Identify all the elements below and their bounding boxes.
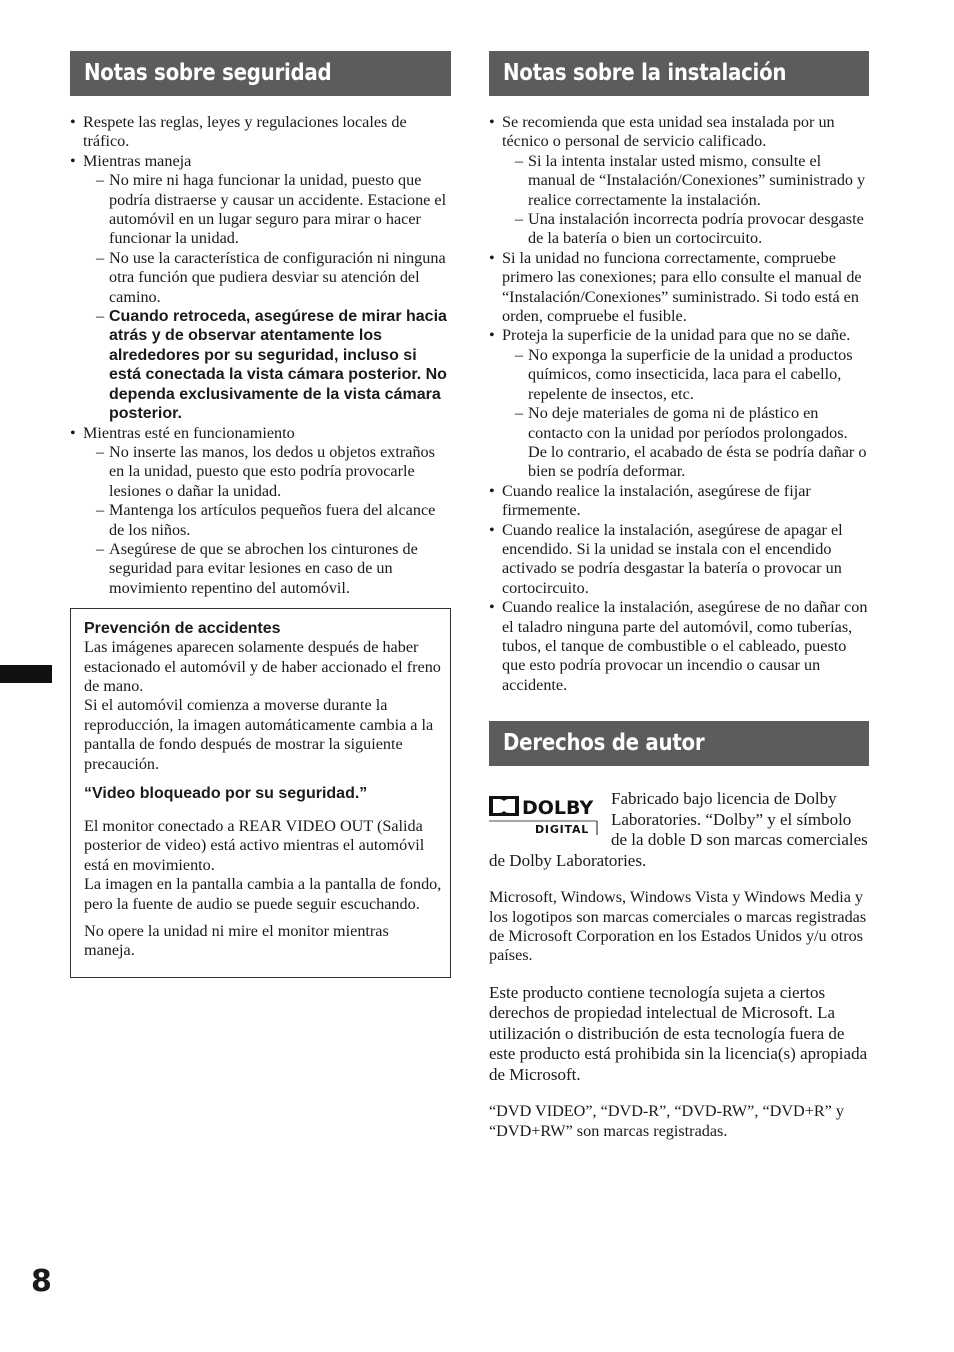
list-item: • Respete las reglas, leyes y regulaciones locales de tráfico.	[70, 113, 451, 152]
microsoft-technology-text: Este producto contiene tecnología sujeta a ciertos derechos de propiedad intelectual de Microsoft. La utilización o distribución de esta tecnología fuera de este producto está prohibida sin la licencia(s) apropiada de Microsoft.	[489, 982, 868, 1084]
safety-notes-column	[70, 51, 451, 978]
dolby-license-text: Fabricado bajo licencia de Dolby Laboratories. “Dolby” y el símbolo de la doble D son marcas comerciales de Dolby Laboratories.	[489, 789, 868, 870]
list-item-text: • Mientras maneja	[83, 151, 192, 170]
copyright-heading	[489, 721, 869, 766]
side-tab-marker	[0, 665, 52, 683]
box-paragraph: Si el automóvil comienza a moverse durante la reproducción, la imagen automáticamente cambia a la pantalla de fondo después de mostrar la siguiente precaución.	[84, 696, 434, 773]
sub-list-item: – Mantenga los artículos pequeños fuera del alcance de los niños.	[83, 501, 451, 540]
sub-list-item: – No mire ni haga funcionar la unidad, puesto que podría distraerse y causar un accidente. Estacione el automóvil en un lugar seguro para mirar o hacer funcionar la unidad.	[83, 171, 451, 249]
sub-list	[83, 171, 451, 423]
list-item	[489, 113, 869, 249]
box-paragraph: Las imágenes aparecen solamente después de haber estacionado el automóvil y de haber accionado el freno de mano.	[84, 638, 441, 695]
dolby-paragraph	[489, 789, 869, 871]
sub-list-item: – No exponga la superficie de la unidad a productos químicos, como insecticida, laca para el cabello, repelente de insectos, etc.	[502, 346, 869, 404]
reverse-camera-warning: Cuando retroceda, asegúrese de mirar hacia atrás y de observar atentamente los alrededores por su seguridad, incluso si está conectada la vista cámara posterior. No dependa exclusivamente de la vista cámara posterior.	[109, 308, 447, 423]
box-title: Prevención de accidentes	[84, 620, 281, 638]
dolby-logo-word: DOLBY	[522, 797, 594, 820]
list-item: • Cuando realice la instalación, asegúrese de apagar el encendido. Si la unidad se instala con el encendido activado se podría desgastar la batería o provocar un cortocircuito.	[489, 521, 869, 599]
safety-notes-list	[70, 113, 451, 598]
sub-list	[502, 346, 869, 482]
list-item: • Si la unidad no funciona correctamente, compruebe primero las conexiones; para ello consulte el manual de “Instalación/Conexiones” suministrado. Si todo está en orden, compruebe el fusible.	[489, 249, 869, 327]
list-item	[489, 326, 869, 481]
list-item-text: • Mientras esté en funcionamiento	[83, 423, 295, 442]
installation-notes-heading	[489, 51, 869, 96]
list-item-text: • Se recomienda que esta unidad sea instalada por un técnico o personal de servicio calificado.	[502, 113, 835, 151]
list-item: • Cuando realice la instalación, asegúrese de fijar firmemente.	[489, 482, 869, 521]
installation-notes-title: Notas sobre la instalación	[503, 60, 787, 86]
sub-list	[502, 152, 869, 249]
page-number: 8	[31, 1264, 52, 1299]
installation-notes-list	[489, 113, 869, 695]
sub-list-item: – No deje materiales de goma ni de plástico en contacto con la unidad por períodos prolongados. De lo contrario, el acabado de ésta se podría dañar o bien se podría deformar.	[502, 404, 869, 482]
sub-list-item: – Una instalación incorrecta podría provocar desgaste de la batería o bien un cortocircuito.	[502, 210, 869, 249]
accident-prevention-box	[70, 608, 451, 978]
safety-notes-heading	[70, 51, 451, 96]
box-paragraph: La imagen en la pantalla cambia a la pantalla de fondo, pero la fuente de audio se puede seguir escuchando.	[84, 875, 442, 913]
list-item: • Cuando realice la instalación, asegúrese de no dañar con el taladro ninguna parte del automóvil, como tuberías, tubos, el tanque de combustible o el cableado, puesto que esto podría provocar un incendio o causar un accidente.	[489, 598, 869, 695]
safety-notes-title: Notas sobre seguridad	[84, 60, 332, 86]
sub-list-item: – No use la característica de configuración ni ninguna otra función que pudiera desviar su atención del camino.	[83, 249, 451, 307]
installation-notes-column	[489, 51, 869, 1141]
microsoft-trademark-text: Microsoft, Windows, Windows Vista y Windows Media y los logotipos son marcas comerciales o marcas registradas de Microsoft Corporation en los Estados Unidos y/u otros países.	[489, 888, 867, 965]
sub-list-item-warning	[83, 307, 451, 423]
dolby-digital-logo-icon	[489, 793, 599, 837]
sub-list-item: – Asegúrese de que se abrochen los cinturones de seguridad para evitar lesiones en caso de un movimiento repentino del automóvil.	[83, 540, 451, 598]
list-item	[70, 424, 451, 599]
box-paragraph: No opere la unidad ni mire el monitor mientras maneja.	[84, 922, 389, 960]
list-item-text: • Proteja la superficie de la unidad para que no se dañe.	[502, 326, 851, 345]
dolby-logo-sub: DIGITAL	[535, 823, 590, 837]
copyright-title: Derechos de autor	[503, 730, 705, 757]
sub-list-item: – No inserte las manos, los dedos u objetos extraños en la unidad, puesto que esto podría provocarle lesiones o dañar la unidad.	[83, 443, 451, 501]
sub-list	[83, 443, 451, 598]
dvd-trademark-text: “DVD VIDEO”, “DVD-R”, “DVD-RW”, “DVD+R” y “DVD+RW” son marcas registradas.	[489, 1102, 844, 1140]
box-paragraph: El monitor conectado a REAR VIDEO OUT (Salida posterior de video) está activo mientras el automóvil está en movimiento.	[84, 817, 425, 874]
video-blocked-quote: “Video bloqueado por su seguridad.”	[84, 785, 368, 802]
sub-list-item: – Si la intenta instalar usted mismo, consulte el manual de “Instalación/Conexiones” suministrado y realice correctamente la instalación.	[502, 152, 869, 210]
list-item	[70, 152, 451, 424]
